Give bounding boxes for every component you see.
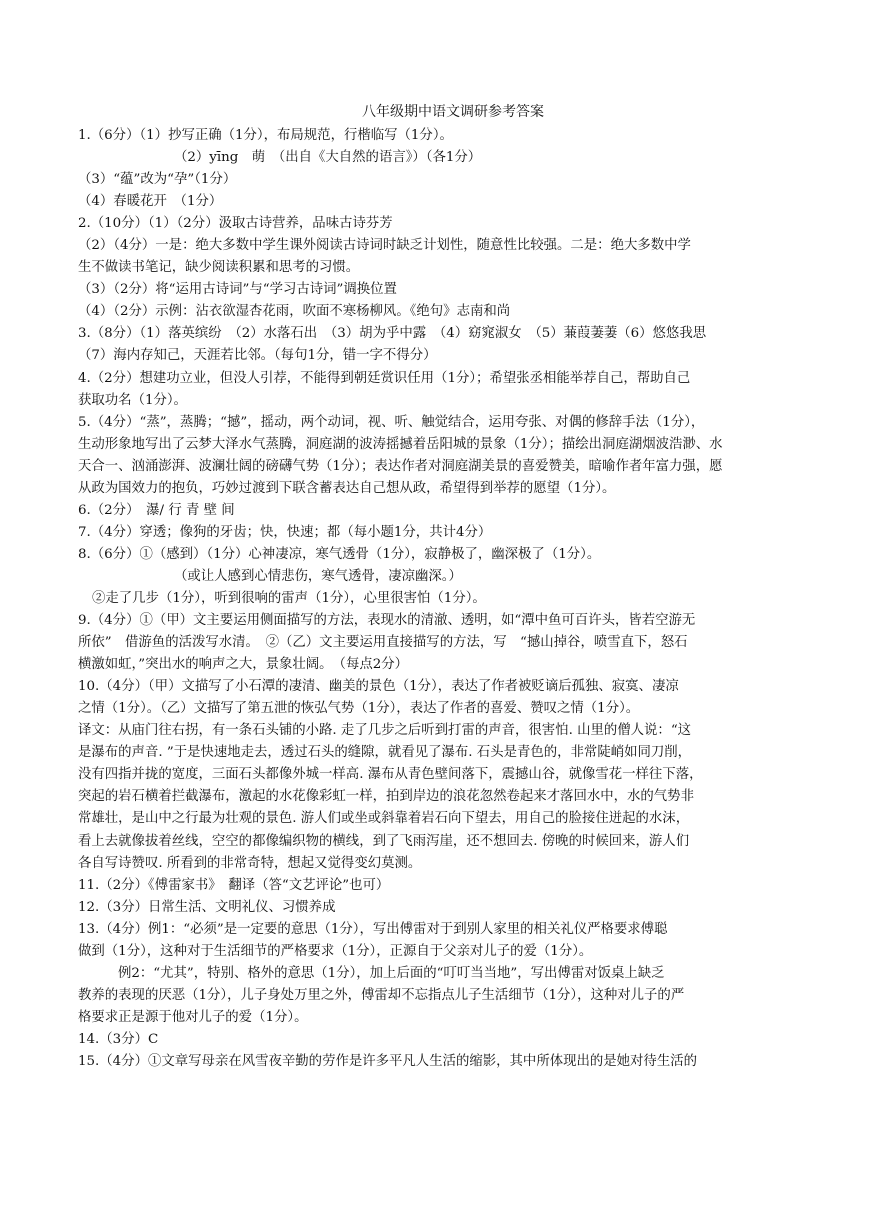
text-line: 14.（3分）C [78,1031,159,1047]
text-line: 是瀑布的声音. ”于是快速地走去，透过石头的缝隙，就看见了瀑布. 石头是青色的，非常陡峭如同刀削， [78,745,692,761]
text-line: 7.（4分）穿透；像狗的牙齿；快，快速；都（每小题1分，共计4分） [78,524,492,540]
text-line: 4.（2分）想建功立业，但没人引荐，不能得到朝廷赏识任用（1分）；希望张丞相能举荐自己，帮助自己 [78,370,691,386]
text-line: （2）（4分）一是：绝大多数中学生课外阅读古诗词时缺乏计划性，随意性比较强。二是：绝大多数中学 [78,238,691,254]
text-line: 没有四指并拢的宽度，三面石头都像外城一样高. 瀑布从青色壁间落下，震撼山谷，就像雪花一样往下落， [78,767,703,783]
text-line: 所依” 借游鱼的活泼写水清。 ②（乙）文主要运用直接描写的方法，写 “撼山掉谷，喷雪直下，怒石 [78,635,688,651]
text-line: ②走了几步（1分），听到很响的雷声（1分），心里很害怕（1分）。 [92,590,486,606]
text-line: （3）“蕴”改为“孕”（1分） [78,172,237,188]
text-line: 横激如虹，”突出水的响声之大，景象壮阔。 （每点2分） [78,657,409,673]
text-line: 常雄壮，是山中之行最为壮观的景色. 游人们或坐或斜靠着岩石向下望去，用自己的脸接住迸起的水沫， [78,811,690,827]
text-line: （4）（2分）示例：沾衣欲湿杏花雨，吹面不寒杨柳风。《绝句》志南和尚 [78,304,511,320]
text-line: 从政为国效力的抱负，巧妙过渡到下联含蓄表达自己想从政，希望得到举荐的愿望（1分）。 [78,480,616,496]
text-line: 突起的岩石横着拦截瀑布，激起的水花像彩虹一样，拍到岸边的浪花忽然卷起来才落回水中，水的气势非 [78,789,694,805]
text-line: 教养的表现的厌恶（1分），儿子身处万里之外，傅雷却不忘指点儿子生活细节（1分），这种对儿子的严 [78,987,685,1003]
text-line: 生动形象地写出了云梦大泽水气蒸腾，洞庭湖的波涛摇撼着岳阳城的景象（1分）；描绘出洞庭湖烟波浩渺、水 [78,436,723,452]
text-line: 例2：“尤其”，特别、格外的意思（1分），加上后面的“叮叮当当地”，写出傅雷对饭桌上缺乏 [118,965,665,981]
text-line: 13.（4分）例1：“必须”是一定要的意思（1分），写出傅雷对于到别人家里的相关礼仪严格要求傅聪 [78,921,668,937]
text-line: 15.（4分）①文章写母亲在风雪夜辛勤的劳作是许多平凡人生活的缩影，其中所体现出的是她对待生活的 [78,1053,697,1069]
text-line: 各自写诗赞叹. 所看到的非常奇特，想起又觉得变幻莫测。 [78,855,422,871]
text-line: （或让人感到心情悲伤，寒气透骨，凄凉幽深。） [174,568,462,584]
text-line: 2.（10分）（1）（2分）汲取古诗营养，品味古诗芬芳 [78,216,393,232]
text-line: （4）春暖花开 （1分） [78,194,223,210]
text-line: 6.（2分） 瀑/ 行 青 壁 间 [78,502,235,518]
text-line: 生不做读书笔记，缺少阅读积累和思考的习惯。 [78,260,360,276]
text-line: 3.（8分）（1）落英缤纷 （2）水落石出 （3）胡为乎中露 （4）窈窕淑女 （5）蒹葭萋萋（6）悠悠我思 [78,326,707,342]
text-line: 5.（4分）“蒸”，蒸腾；“撼”，摇动，两个动词，视、听、触觉结合，运用夸张、对偶的修辞手法（1分）， [78,414,705,430]
text-line: 8.（6分）①（感到）（1分）心神凄凉，寒气透骨（1分），寂静极了，幽深极了（1分）。 [78,546,601,562]
text-line: 之情（1分）。（乙）文描写了第五泄的恢弘气势（1分），表达了作者的喜爱、赞叹之情（1分）。 [78,701,640,717]
text-line: 11.（2分）《傅雷家书》 翻译（答“文艺评论”也可） [78,877,390,893]
text-line: 获取功名（1分）。 [78,392,187,408]
text-line: （7）海内存知己，天涯若比邻。（每句1分，错一字不得分） [78,348,437,364]
document-title: 八年级期中语文调研参考答案 [362,104,544,120]
text-line: 做到（1分），这种对于生活细节的严格要求（1分），正源自于父亲对儿子的爱（1分）。 [78,943,593,959]
text-line: （3）（2分）将“运用古诗词”与“学习古诗词”调换位置 [78,282,397,298]
text-line: （2）yīng 萌 （出自《大自然的语言》）（各1分） [174,150,482,166]
answer-document [78,102,798,1074]
text-line: 10.（4分）（甲）文描写了小石潭的凄清、幽美的景色（1分），表达了作者被贬谪后孤独、寂寞、凄凉 [78,679,679,695]
text-line: 译文：从庙门往右拐，有一条石头铺的小路. 走了几步之后听到打雷的声音，很害怕. 山里的僧人说：“这 [78,723,692,739]
text-line: 天合一、汹涌澎湃、波澜壮阔的磅礴气势（1分）；表达作者对洞庭湖美景的喜爱赞美，暗喻作者年富力强，愿 [78,458,723,474]
text-line: 格要求正是源于他对儿子的爱（1分）。 [78,1009,308,1025]
text-line: 12.（3分）日常生活、文明礼仪、习惯养成 [78,899,336,915]
text-line: 看上去就像拔着丝线，空空的都像编织物的横线，到了飞雨泻崖，还不想回去. 傍晚的时候回来，游人们 [78,833,690,849]
text-line: 1.（6分）（1）抄写正确（1分），布局规范，行楷临写（1分）。 [78,128,453,143]
text-line: 9.（4分）①（甲）文主要运用侧面描写的方法，表现水的清澈、透明，如“潭中鱼可百许头，皆若空游无 [78,613,696,629]
